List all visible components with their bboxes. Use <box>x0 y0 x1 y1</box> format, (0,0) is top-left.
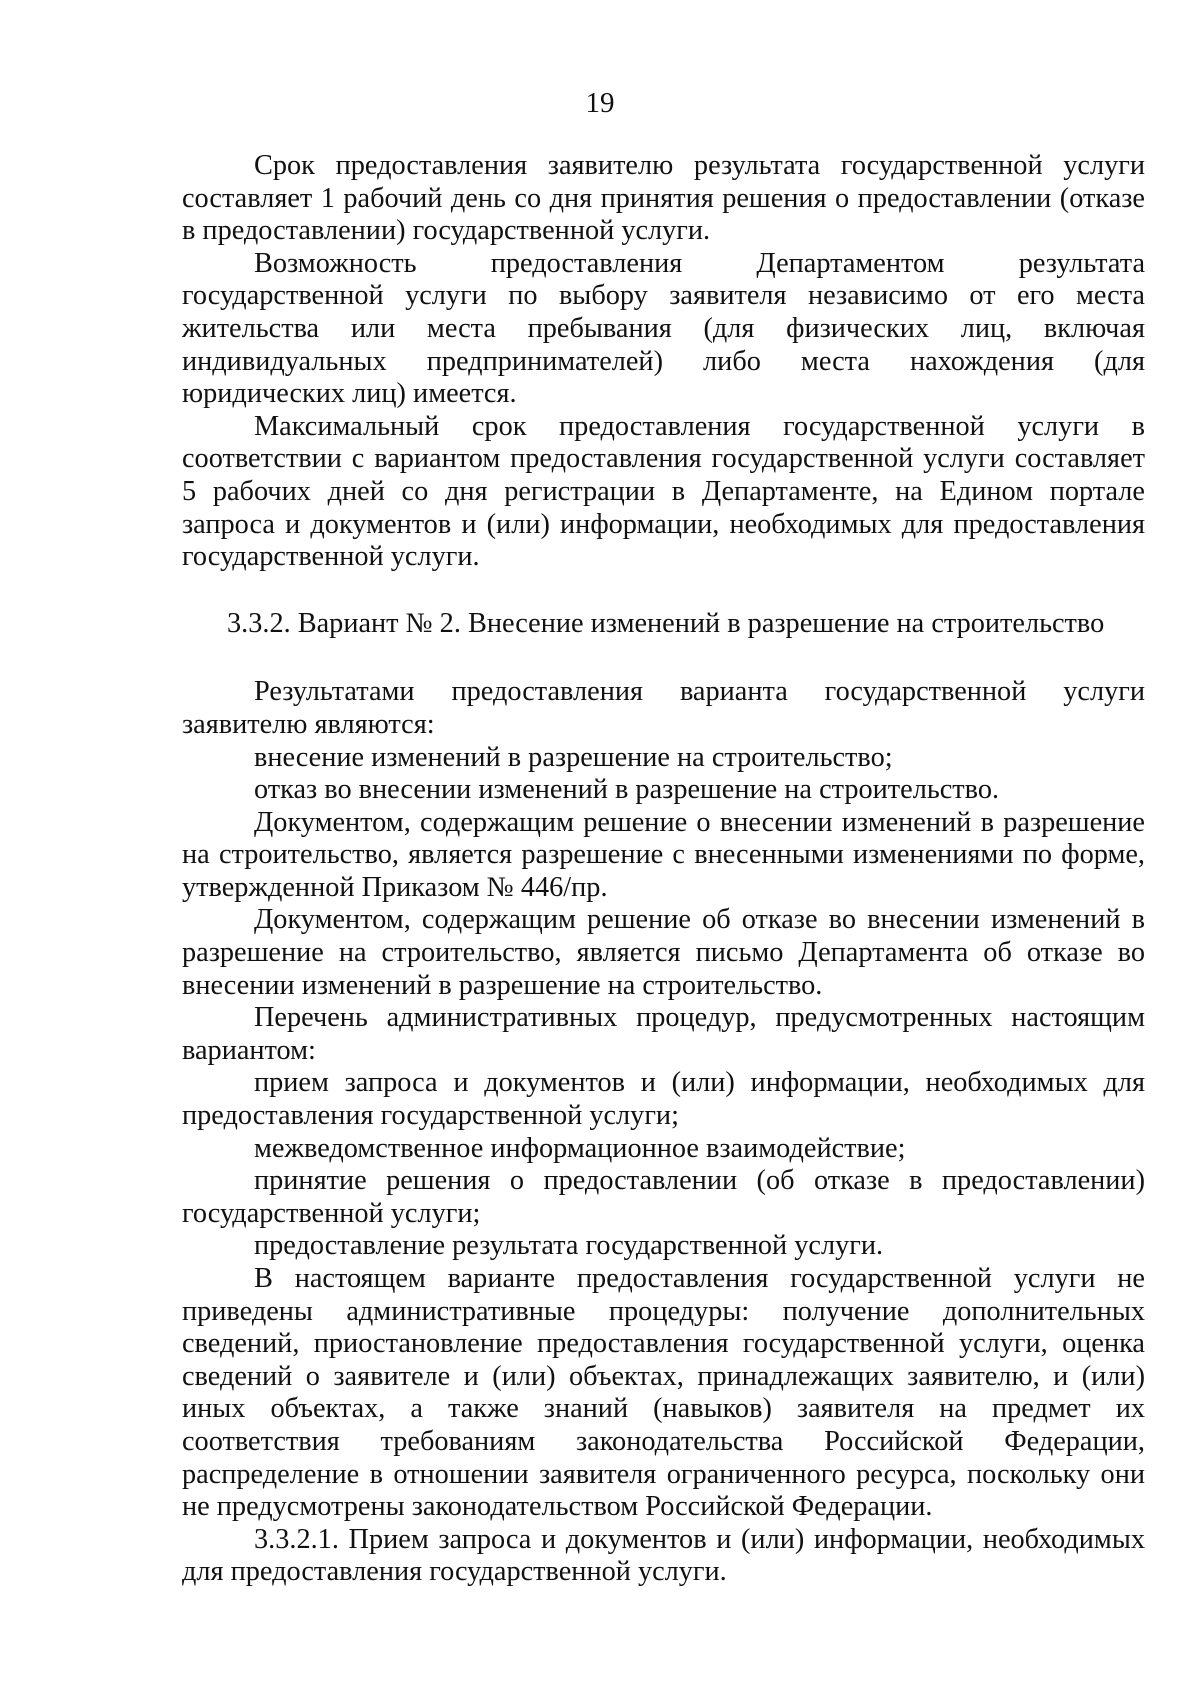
paragraph-results-intro: Результатами предоставления варианта государственной услуги заявителю являются: <box>182 676 1145 740</box>
list-item-procedure-3: принятие решения о предоставлении (об отказе в предоставлении) государственной услуги; <box>182 1165 1145 1229</box>
list-item-procedure-2: межведомственное информационное взаимодействие; <box>254 1132 906 1164</box>
list-item-procedure-1: прием запроса и документов и (или) информации, необходимых для предоставления государственной услуги; <box>182 1067 1145 1132</box>
document-body <box>182 150 1145 1589</box>
page-number: 19 <box>585 87 615 119</box>
paragraph-subsection-3-3-2-1: 3.3.2.1. Прием запроса и документов и (или) информации, необходимых для предоставления государственной услуги. <box>182 1523 1145 1588</box>
paragraph-result-availability: Возможность предоставления Департаментом результата государственной услуги по выбору заявителя независимо от его места жительства или места пребывания (для физических лиц, включая индивидуальных предпринимателей) либо места нахождения (для юридических лиц) имеется. <box>182 247 1145 410</box>
list-item-result-2: отказ во внесении изменений в разрешение на строительство. <box>254 774 1000 806</box>
paragraph-document-refusal: Документом, содержащим решение об отказе во внесении изменений в разрешение на строительство, является письмо Департамента об отказе во внесении изменений в разрешение на строительство. <box>182 904 1145 1001</box>
paragraph-result-term: Срок предоставления заявителю результата государственной услуги составляет 1 рабочий день со дня принятия решения о предоставлении (отказе в предоставлении) государственной услуги. <box>182 150 1145 247</box>
paragraph-document-permit: Документом, содержащим решение о внесении изменений в разрешение на строительство, является разрешение с внесенными изменениями по форме, утвержденной Приказом № 446/пр. <box>182 806 1145 903</box>
list-item-result-1: внесение изменений в разрешение на строительство; <box>254 741 893 773</box>
list-item-procedure-4: предоставление результата государственной услуги. <box>254 1230 884 1262</box>
section-heading: 3.3.2. Вариант № 2. Внесение изменений в разрешение на строительство <box>227 607 1105 639</box>
paragraph-procedures-intro: Перечень административных процедур, предусмотренных настоящим вариантом: <box>182 1002 1145 1066</box>
paragraph-max-term: Максимальный срок предоставления государственной услуги в соответствии с вариантом предоставления государственной услуги составляет 5 рабочих дней со дня регистрации в Департаменте, на Едином портале запроса и документов и (или) информации, необходимых для предоставления государственной услуги. <box>182 410 1145 573</box>
paragraph-excluded-procedures: В настоящем варианте предоставления государственной услуги не приведены административные процедуры: получение дополнительных сведений, приостановление предоставления государственной услуги, оценка сведений о заявителе и (или) объектах, принадлежащих заявителю, и (или) иных объектах, а также знаний (навыков) заявителя на предмет их соответствия требованиям законодательства Российской Федерации, распределение в отношении заявителя ограниченного ресурса, поскольку они не предусмотрены законодательством Российской Федерации. <box>182 1263 1145 1523</box>
